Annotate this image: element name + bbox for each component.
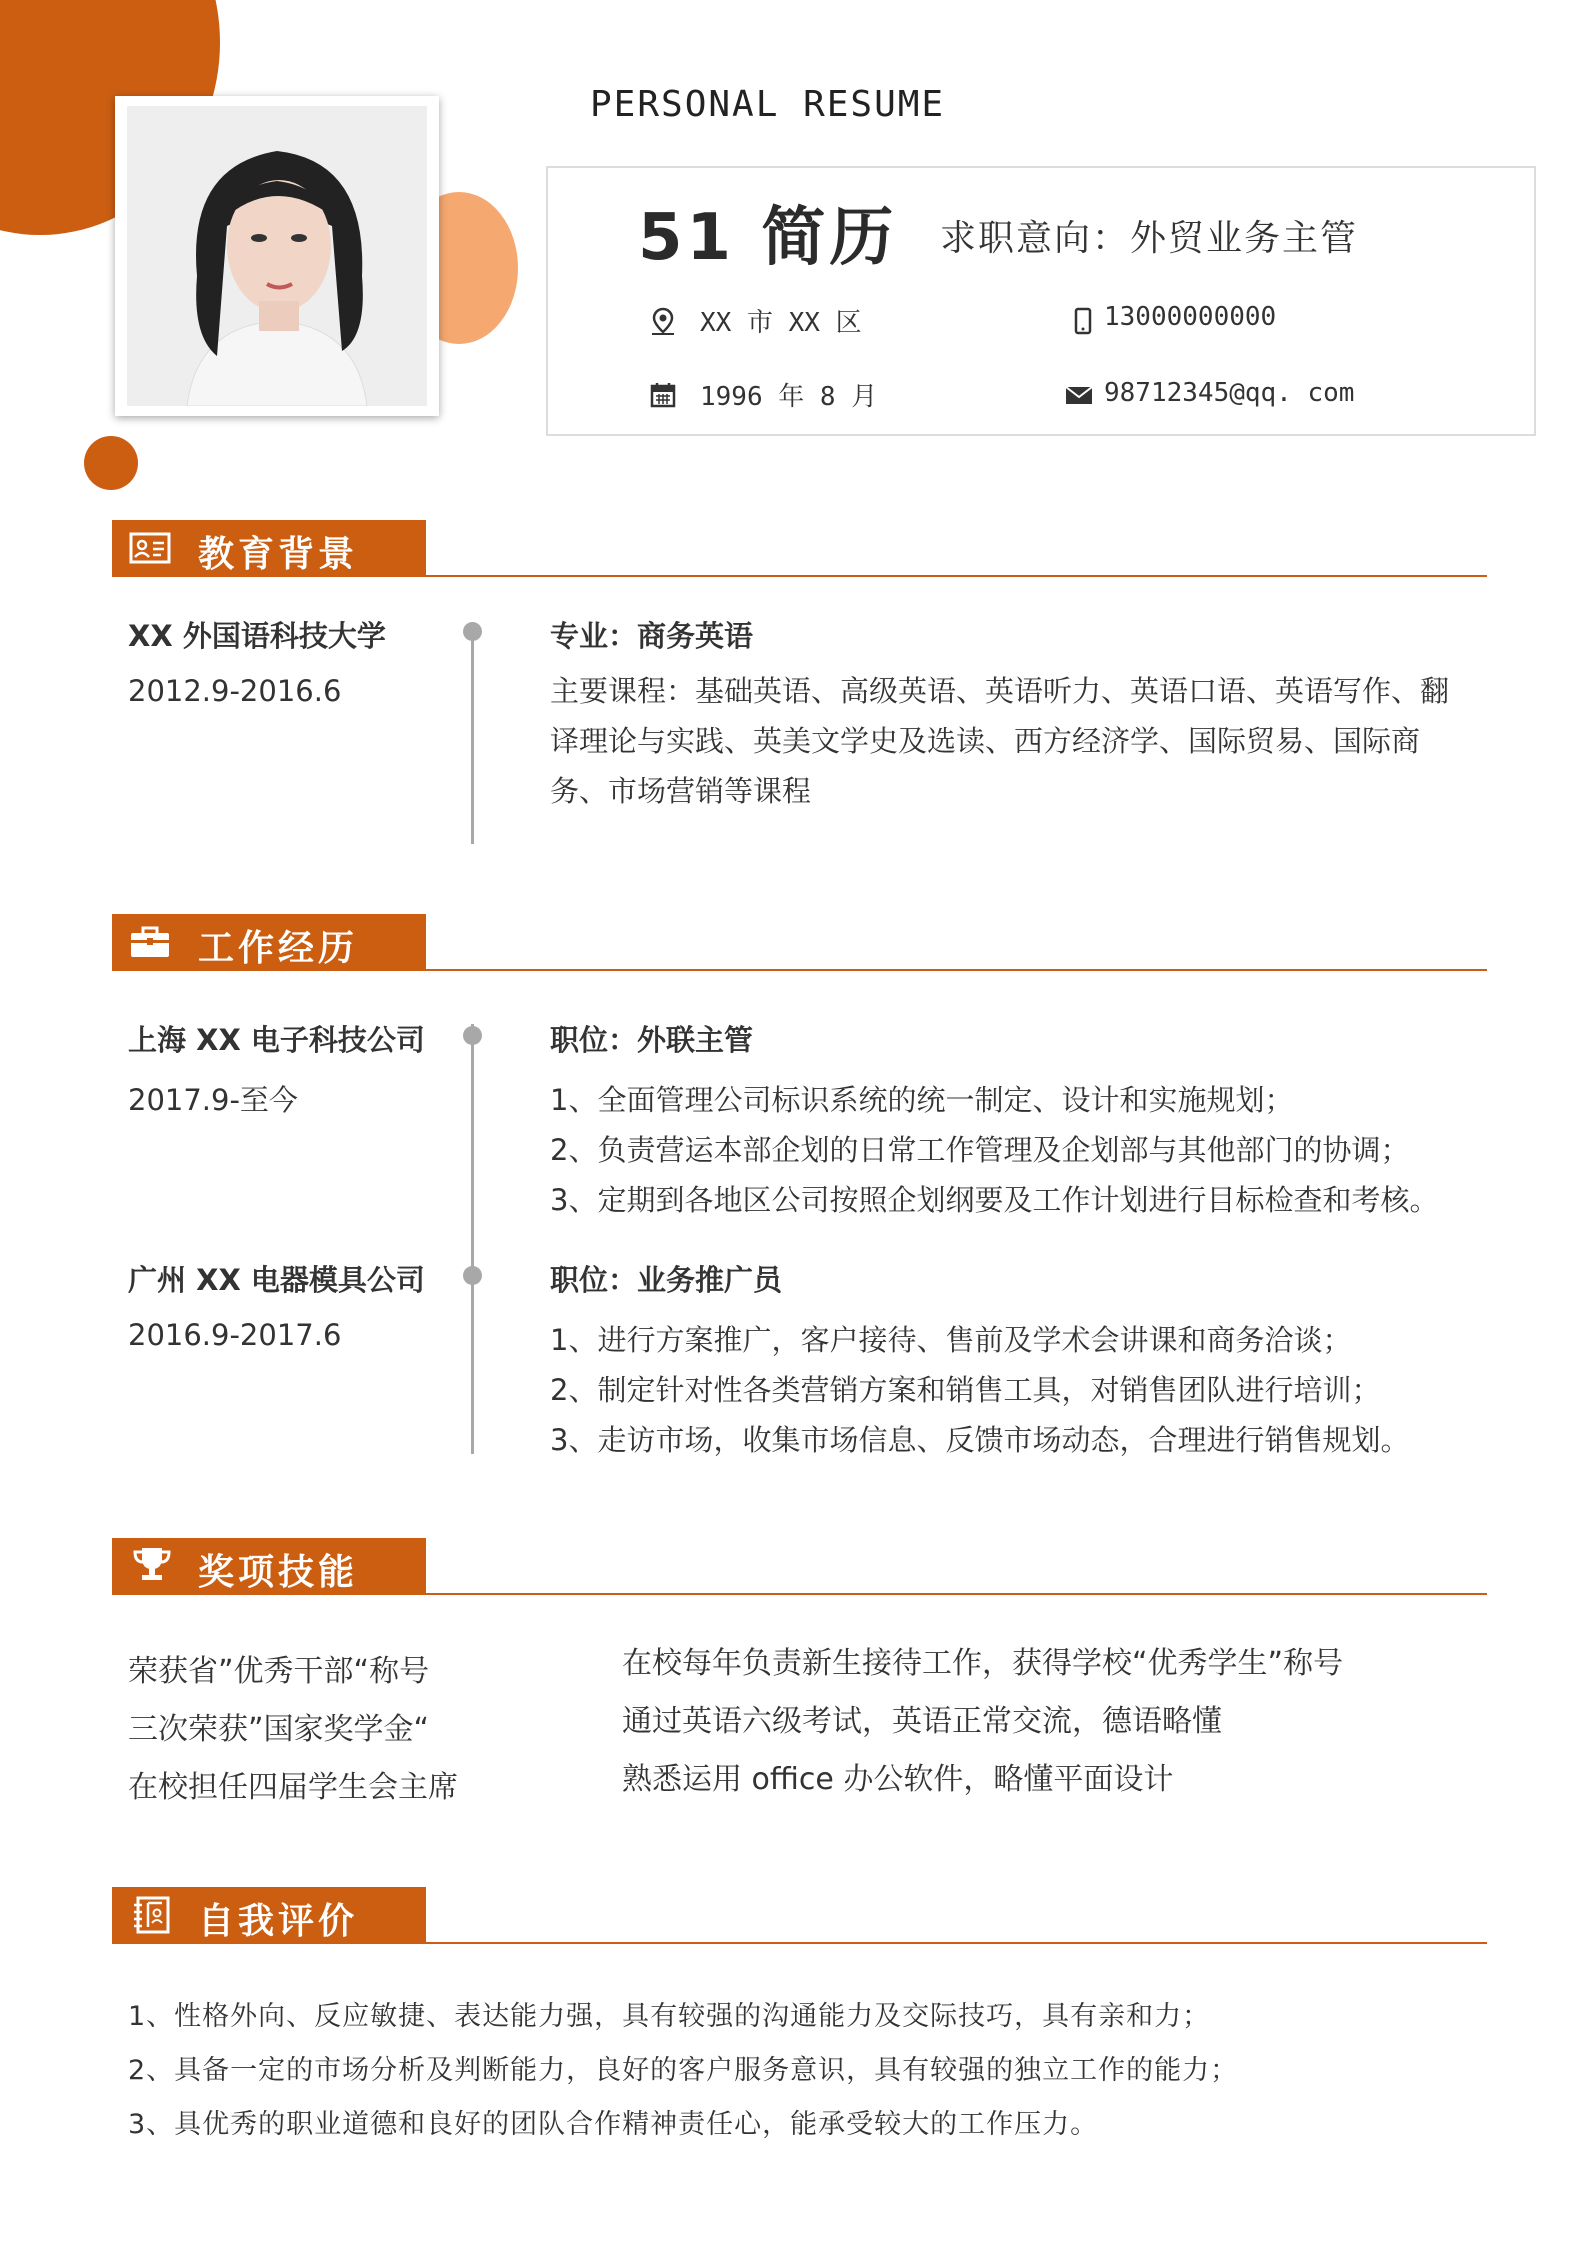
section-header-self-eval <box>112 1887 426 1943</box>
job-duty: 2、制定针对性各类营销方案和销售工具，对销售团队进行培训； <box>550 1373 1381 1407</box>
trophy-icon <box>130 1544 174 1584</box>
award-item: 荣获省”优秀干部“称号 <box>128 1654 430 1689</box>
section-divider-work <box>112 969 1487 971</box>
timeline-line <box>471 626 474 844</box>
self-eval-item: 1、性格外向、反应敏捷、表达能力强，具有较强的沟通能力及交际技巧，具有亲和力； <box>128 2001 1211 2032</box>
section-header-work <box>112 914 426 970</box>
section-title-work: 工作经历 <box>198 928 359 969</box>
skill-item: 通过英语六级考试，英语正常交流，德语略懂 <box>622 1704 1222 1739</box>
briefcase-icon <box>128 922 172 962</box>
timeline-dot <box>463 1266 482 1285</box>
award-item: 三次荣获”国家奖学金“ <box>128 1712 430 1747</box>
section-divider-education <box>112 575 1487 577</box>
section-header-education <box>112 520 426 576</box>
job-period: 2017.9-至今 <box>128 1083 298 1117</box>
portrait-image <box>125 106 429 406</box>
job-duty: 3、定期到各地区公司按照企划纲要及工作计划进行目标检查和考核。 <box>550 1183 1439 1217</box>
job-objective: 求职意向：外贸业务主管 <box>940 218 1359 259</box>
mobile-phone-icon <box>1068 306 1098 336</box>
section-title-education: 教育背景 <box>198 534 359 575</box>
job-duty: 2、负责营运本部企划的日常工作管理及企划部与其他部门的协调； <box>550 1133 1410 1167</box>
job-position: 职位：业务推广员 <box>550 1263 783 1297</box>
skill-item: 熟悉运用 office 办公软件，略懂平面设计 <box>622 1762 1174 1797</box>
section-divider-self-eval <box>112 1942 1487 1944</box>
job-period: 2016.9-2017.6 <box>128 1318 342 1352</box>
self-eval-item: 3、具优秀的职业道德和良好的团队合作精神责任心，能承受较大的工作压力。 <box>128 2109 1099 2140</box>
skill-item: 在校每年负责新生接待工作，获得学校“优秀学生”称号 <box>622 1646 1344 1681</box>
resume-title-en: PERSONAL RESUME <box>590 84 946 125</box>
location-pin-icon <box>648 306 678 336</box>
location-text: XX 市 XX 区 <box>700 308 862 338</box>
resume-name: 51 简历 <box>638 201 898 275</box>
id-card-icon <box>128 528 172 568</box>
timeline-dot <box>463 1026 482 1045</box>
job-duty: 3、走访市场，收集市场信息、反馈市场动态，合理进行销售规划。 <box>550 1423 1410 1457</box>
company-name: 广州 XX 电器模具公司 <box>128 1263 425 1297</box>
section-title-awards: 奖项技能 <box>198 1552 359 1593</box>
envelope-icon <box>1064 380 1094 410</box>
school-period: 2012.9-2016.6 <box>128 674 342 708</box>
job-duty: 1、全面管理公司标识系统的统一制定、设计和实施规划； <box>550 1083 1294 1117</box>
phone-text: 13000000000 <box>1104 302 1277 332</box>
section-title-self-eval: 自我评价 <box>198 1901 359 1942</box>
birth-text: 1996 年 8 月 <box>700 382 878 412</box>
decor-circle-small <box>84 436 138 490</box>
award-item: 在校担任四届学生会主席 <box>128 1770 458 1805</box>
self-eval-item: 2、具备一定的市场分析及判断能力，良好的客户服务意识，具有较强的独立工作的能力； <box>128 2055 1239 2086</box>
section-divider-awards <box>112 1593 1487 1595</box>
job-duty: 1、进行方案推广，客户接待、售前及学术会讲课和商务洽谈； <box>550 1323 1352 1357</box>
calendar-icon <box>648 380 678 410</box>
school-name: XX 外国语科技大学 <box>128 619 386 653</box>
profile-photo <box>115 96 439 416</box>
notebook-icon <box>130 1895 174 1935</box>
timeline-line <box>471 1024 474 1454</box>
courses: 主要课程：基础英语、高级英语、英语听力、英语口语、英语写作、翻译理论与实践、英美文学史及选读、西方经济学、国际贸易、国际商务、市场营销等课程 <box>550 674 1450 808</box>
timeline-dot <box>463 622 482 641</box>
job-position: 职位：外联主管 <box>550 1023 754 1057</box>
email-text: 98712345@qq. com <box>1104 378 1355 408</box>
company-name: 上海 XX 电子科技公司 <box>128 1023 425 1057</box>
section-header-awards <box>112 1538 426 1594</box>
major: 专业：商务英语 <box>550 619 754 653</box>
